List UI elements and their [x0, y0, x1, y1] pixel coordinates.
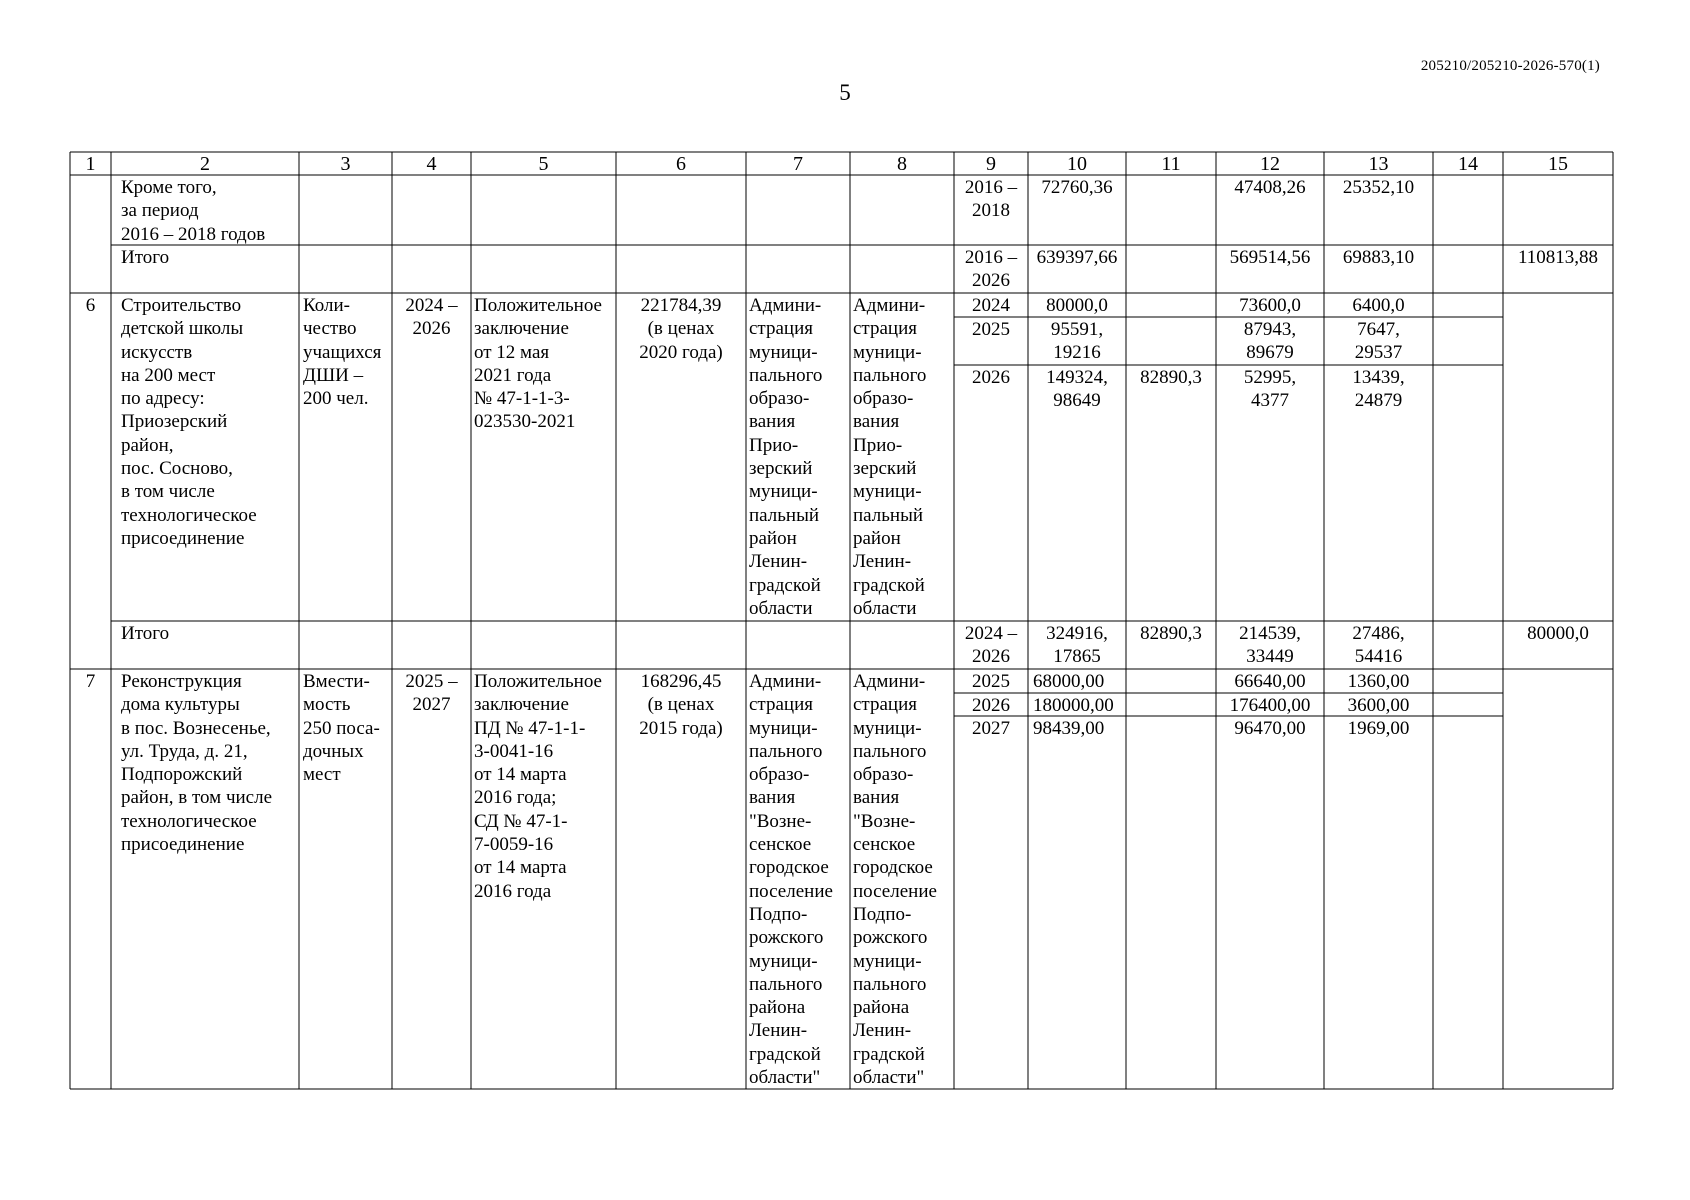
page-number: 5 [839, 80, 851, 105]
item7-col10: 68000,00 [1033, 671, 1105, 692]
column-number: 15 [1548, 153, 1568, 175]
item6-developer: Админи- страция муници- пального образо- вания Прио- зерский муници- пальный район Ленин- градской области [853, 295, 927, 619]
item6-cost: 221784,39 (в ценах 2020 года) [639, 295, 723, 363]
item6-capacity: Коли- чество учащихся ДШИ – 200 чел. [303, 295, 382, 410]
item7-capacity: Вмести- мость 250 поса- дочных мест [303, 671, 380, 786]
column-number: 9 [986, 153, 996, 175]
additional-col10: 72760,36 [1041, 177, 1113, 198]
total-b-col10: 324916, 17865 [1046, 623, 1108, 668]
item7-col12: 96470,00 [1234, 718, 1306, 739]
item7-cost: 168296,45 (в ценах 2015 года) [639, 671, 723, 739]
column-number: 5 [538, 153, 549, 175]
item6-col13: 7647, 29537 [1354, 319, 1403, 364]
item7-customer: Админи- страция муници- пального образо- вания "Возне- сенское городское поселение Подпо- рожского муници- пального района Ленин- градской области" [749, 671, 833, 1089]
total-a-years: 2016 – 2026 [964, 247, 1018, 292]
additional-years: 2016 – 2018 [964, 177, 1018, 222]
item6-period: 2024 – 2026 [405, 295, 458, 340]
item6-col10: 80000,0 [1046, 295, 1108, 316]
item7-col13: 3600,00 [1347, 695, 1410, 716]
column-number: 12 [1260, 153, 1280, 175]
item6-conclusion: Положительное заключение от 12 мая 2021 года № 47-1-1-3- 023530-2021 [474, 295, 602, 433]
total-a-col10: 639397,66 [1036, 247, 1118, 268]
item6-year: 2026 [972, 367, 1010, 388]
total-a-col15: 110813,88 [1517, 247, 1599, 268]
total-b-col13: 27486, 54416 [1352, 623, 1405, 668]
item7-col12: 66640,00 [1234, 671, 1306, 692]
additional-col12: 47408,26 [1234, 177, 1306, 198]
item6-col13: 6400,0 [1352, 295, 1405, 316]
total-b-col15: 80000,0 [1527, 623, 1589, 644]
item7-period: 2025 – 2027 [405, 671, 458, 716]
column-number: 2 [200, 153, 210, 175]
item6-year: 2025 [972, 319, 1010, 340]
item7-year: 2027 [972, 718, 1010, 739]
item7-col10: 180000,00 [1033, 695, 1114, 716]
item6-col10: 149324, 98649 [1046, 367, 1108, 412]
column-number: 1 [85, 153, 96, 175]
item7-name: Реконструкция дома культуры в пос. Вознесенье, ул. Труда, д. 21, Подпорожский район, в том числе технологическое присоединение [121, 671, 273, 856]
total-a-label: Итого [121, 247, 170, 268]
item7-col13: 1969,00 [1347, 718, 1410, 739]
item7-col13: 1360,00 [1347, 671, 1410, 692]
item7-col12: 176400,00 [1229, 695, 1311, 716]
additional-period-label: Кроме того, за период 2016 – 2018 годов [121, 177, 266, 245]
item6-year: 2024 [972, 295, 1010, 316]
total-b-col11: 82890,3 [1140, 623, 1202, 644]
column-number: 7 [793, 153, 803, 175]
column-number: 11 [1161, 153, 1181, 175]
column-number: 14 [1458, 153, 1478, 175]
column-number: 4 [426, 153, 437, 175]
item7-year: 2026 [972, 695, 1010, 716]
total-b-label: Итого [121, 623, 170, 644]
additional-col13: 25352,10 [1342, 177, 1415, 198]
item6-col13: 13439, 24879 [1352, 367, 1405, 412]
column-number: 6 [676, 153, 686, 175]
item6-col12: 87943, 89679 [1243, 319, 1297, 364]
document-id: 205210/205210-2026-570(1) [1420, 58, 1600, 74]
item7-conclusion: Положительное заключение ПД № 47-1-1- 3-0041-16 от 14 марта 2016 года; СД № 47-1- 7-0059-16 от 14 марта 2016 года [474, 671, 602, 902]
total-b-years: 2024 – 2026 [964, 623, 1018, 668]
total-a-col13: 69883,10 [1342, 247, 1415, 268]
item6-name: Строительство детской школы искусств на 200 мест по адресу: Приозерский район, пос. Сосново, в том числе технологическое присоединение [121, 295, 257, 549]
item7-developer: Админи- страция муници- пального образо- вания "Возне- сенское городское поселение Подпо- рожского муници- пального района Ленин- градской области" [853, 671, 937, 1089]
column-number: 8 [897, 153, 907, 175]
item6-number: 6 [85, 295, 96, 316]
item7-col10: 98439,00 [1033, 718, 1105, 739]
total-a-col12: 569514,56 [1229, 247, 1311, 268]
item6-col11: 82890,3 [1140, 367, 1202, 388]
column-number: 3 [340, 153, 351, 175]
column-number: 10 [1067, 153, 1087, 175]
item6-col12: 73600,0 [1239, 295, 1301, 316]
item7-year: 2025 [972, 671, 1010, 692]
total-b-col12: 214539, 33449 [1239, 623, 1301, 668]
item6-customer: Админи- страция муници- пального образо- вания Прио- зерский муници- пальный район Ленин- градской области [749, 295, 823, 619]
item6-col12: 52995, 4377 [1243, 367, 1297, 412]
item6-col10: 95591, 19216 [1050, 319, 1104, 364]
column-number: 13 [1368, 153, 1389, 175]
item7-number: 7 [85, 671, 96, 692]
